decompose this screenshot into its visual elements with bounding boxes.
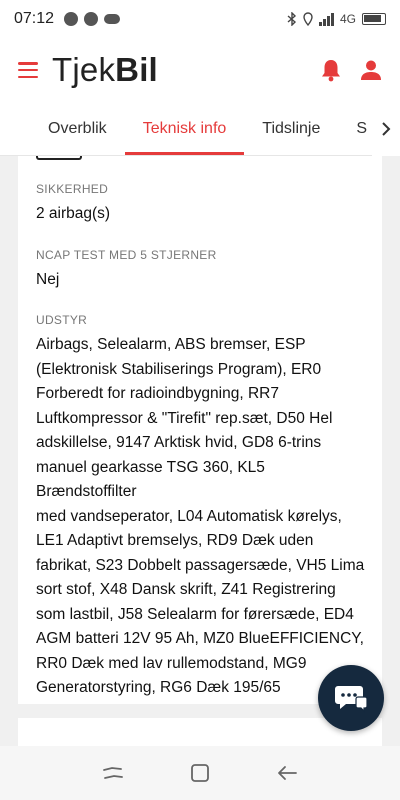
technical-info-card [18, 156, 382, 704]
logo-text-light: Tjek [52, 51, 116, 88]
equipment-line: LE1 Adaptivt bremselys, RD9 Dæk uden [36, 532, 314, 549]
chat-bubble-icon [334, 683, 368, 713]
location-icon [303, 12, 313, 26]
hamburger-icon[interactable] [18, 62, 38, 78]
equipment-line: med vandseperator, L04 Automatisk kørelys, [36, 507, 342, 525]
network-type: 4G [339, 12, 356, 26]
equipment-value [36, 333, 368, 701]
equipment-line: fabrikat, S23 Dobbelt passagersæde, VH5 Lima [36, 556, 365, 574]
bluetooth-icon [287, 12, 297, 26]
equipment-line: Forberedt for radioindbygning, RR7 [36, 385, 279, 402]
equipment-line: sort stof, X48 Dansk skrift, Z41 Registrering [36, 581, 336, 598]
safety-value: 2 airbag(s) [36, 205, 111, 222]
bell-icon[interactable] [320, 58, 342, 82]
status-time: 07:12 [14, 10, 55, 27]
equipment-line: RR0 Dæk med lav rullemodstand, MG9 [36, 654, 307, 672]
ncap-section [36, 248, 364, 293]
equipment-line: Luftkompressor & "Tirefit" rep.sæt, D50 Hel [36, 409, 333, 427]
equipment-line: AGM batteri 12V 95 Ah, MZ0 BlueEFFICIENCY, [36, 630, 364, 647]
tab-tidslinje[interactable]: Tidslinje [262, 119, 321, 137]
equipment-line: (Elektronisk Stabiliserings Program), ER0 [36, 360, 322, 378]
back-arrow-icon[interactable] [272, 758, 302, 788]
equipment-line: Airbags, Selealarm, ABS bremser, ESP [36, 336, 306, 353]
equipment-line: manuel gearkasse TSG 360, KL5 Brændstoffilter [36, 458, 265, 500]
equipment-line: Generatorstyring, RG6 Dæk 195/65 [36, 679, 281, 696]
status-bar [0, 0, 400, 38]
equipment-line: adskillelse, 9147 Arktisk hvid, GD8 6-trins [36, 434, 322, 451]
tab-teknisk-info[interactable]: Teknisk info [125, 102, 245, 155]
equipment-section [36, 313, 368, 701]
app-logo[interactable] [52, 51, 158, 89]
battery-icon [362, 13, 386, 25]
tab-bar [0, 102, 400, 156]
system-navigation-bar [0, 746, 400, 800]
home-icon[interactable] [185, 758, 215, 788]
ncap-value: Nej [36, 271, 60, 288]
logo-text-bold: Bil [115, 51, 158, 88]
app-notification-icon [84, 12, 98, 26]
tab-partial[interactable]: S [356, 119, 368, 137]
ncap-label: NCAP TEST MED 5 STJERNER [36, 248, 217, 262]
cloud-icon [104, 14, 120, 24]
messenger-icon [64, 12, 78, 26]
user-icon[interactable] [360, 59, 382, 81]
safety-section [36, 182, 364, 227]
app-header [0, 38, 400, 102]
recent-apps-icon[interactable] [98, 758, 128, 788]
safety-label: SIKKERHED [36, 182, 109, 196]
chevron-right-icon[interactable] [372, 102, 400, 156]
chat-button[interactable] [318, 665, 384, 731]
signal-icon [319, 12, 334, 26]
card-divider [36, 156, 82, 160]
equipment-label: UDSTYR [36, 313, 88, 327]
tab-overblik[interactable]: Overblik [48, 119, 107, 137]
equipment-line: som lastbil, J58 Selealarm for førersæde, ED4 [36, 605, 354, 623]
